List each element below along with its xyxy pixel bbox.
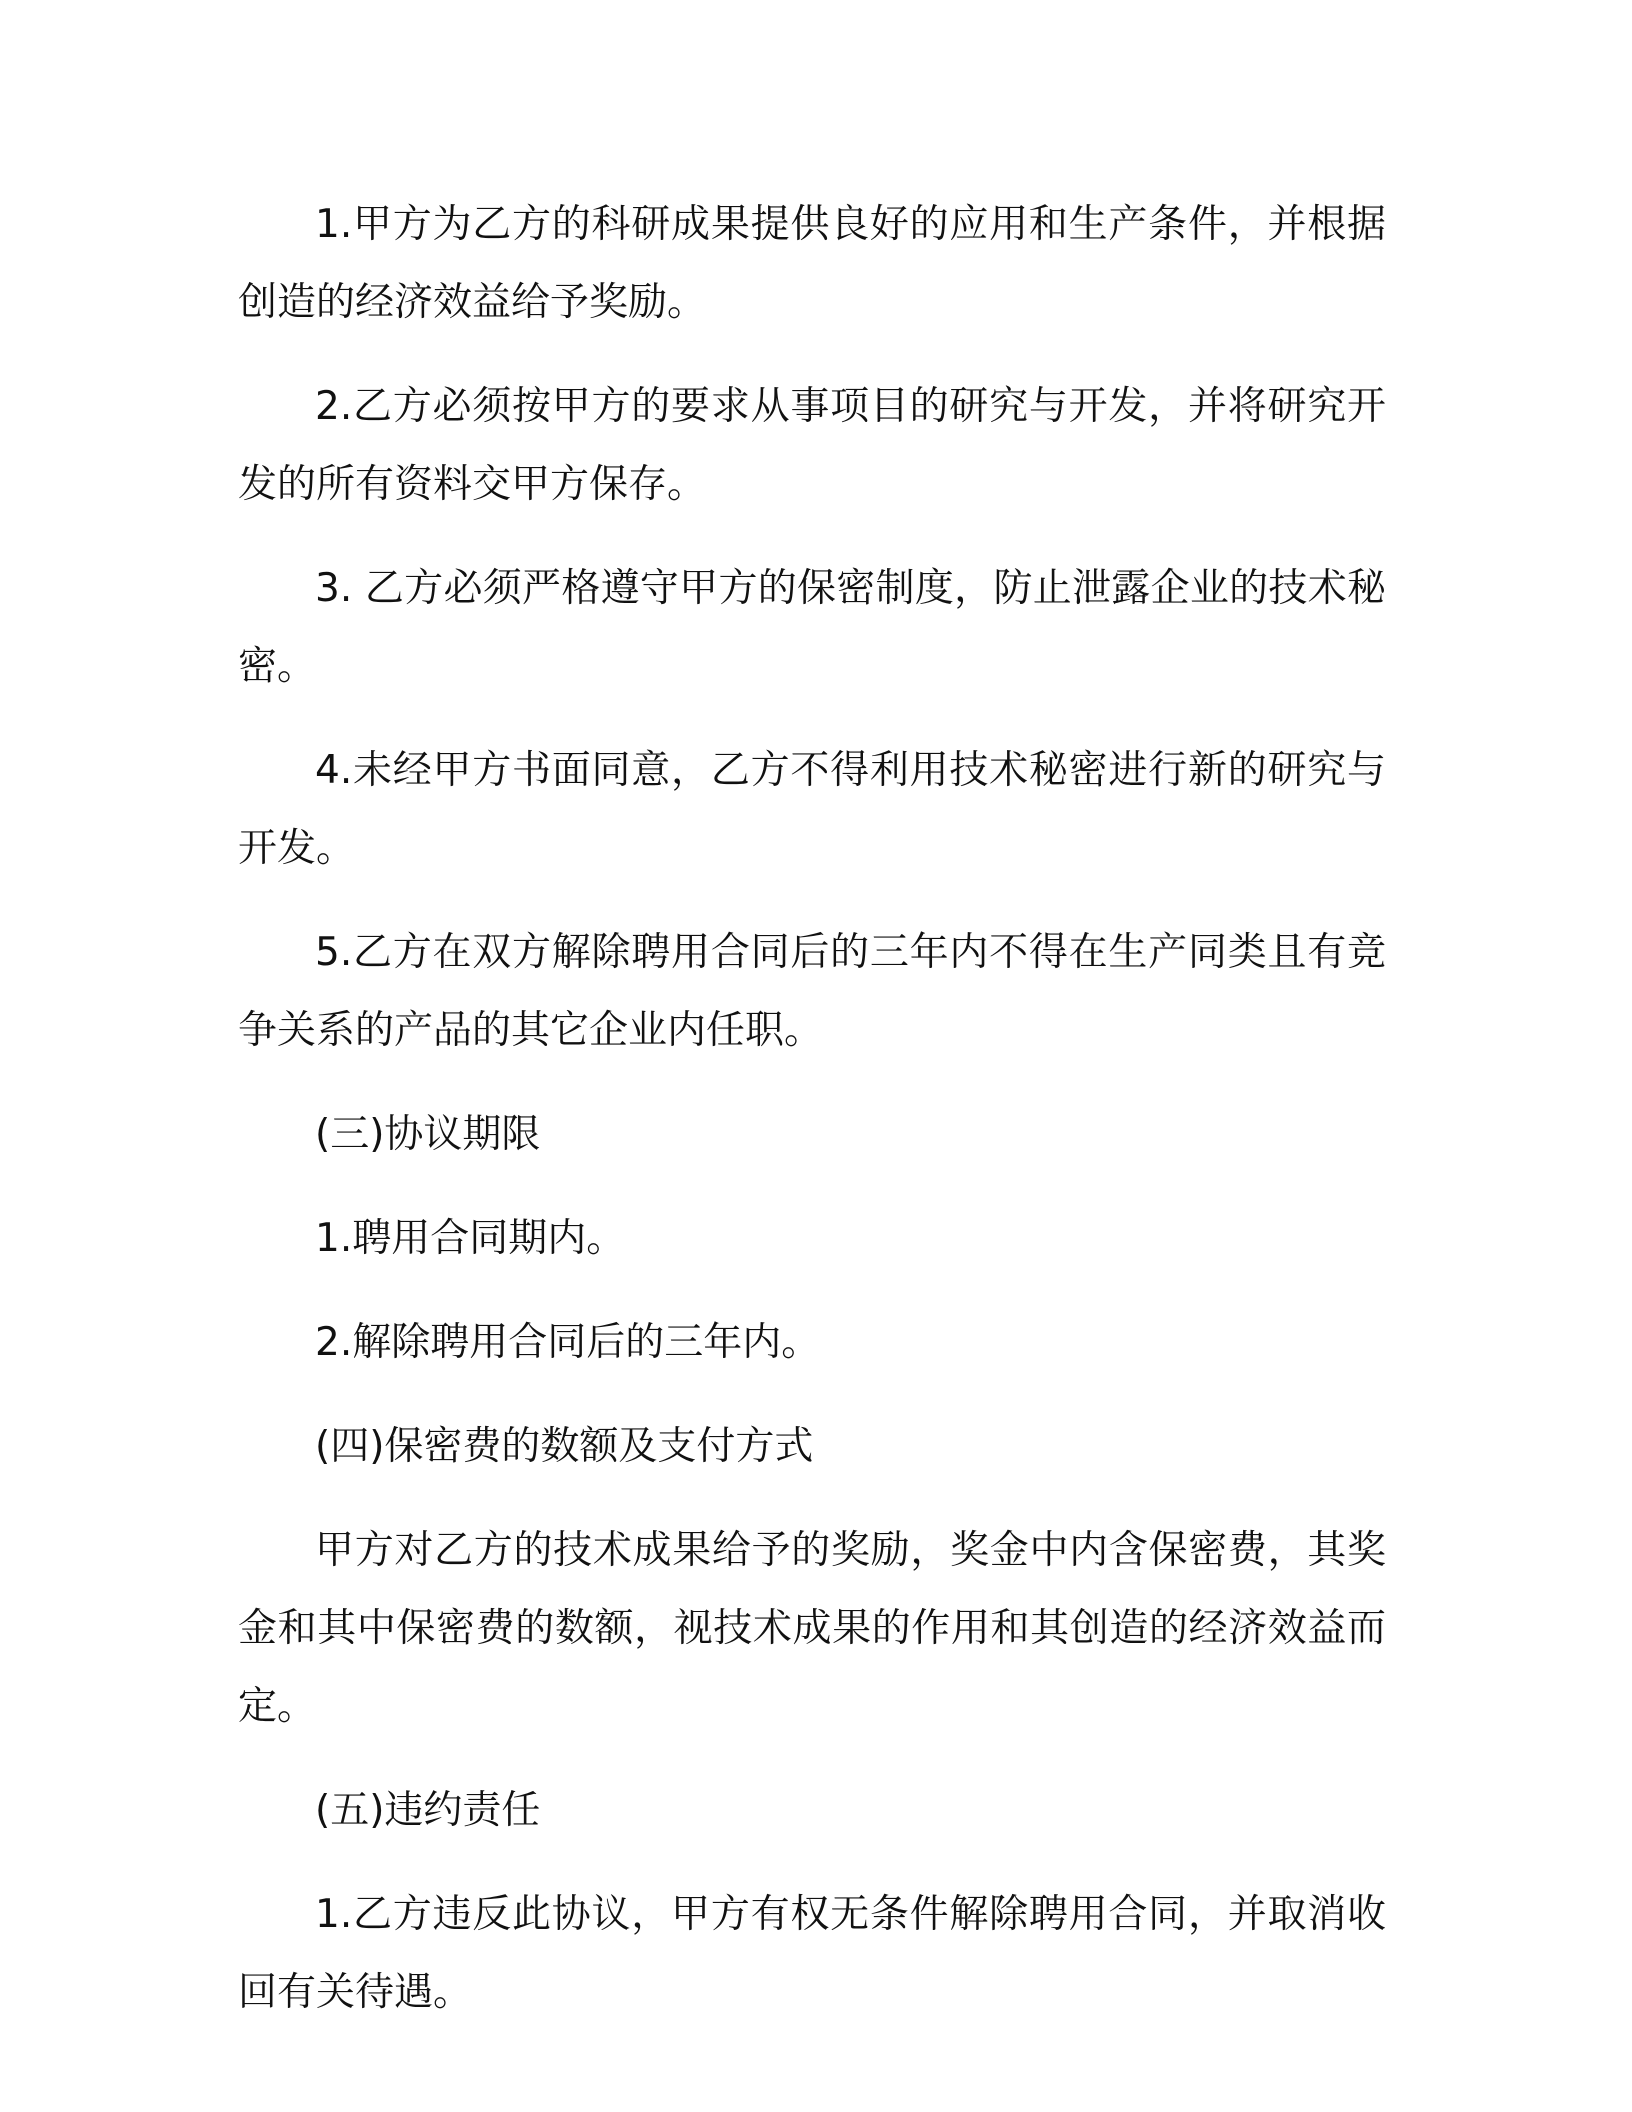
section-heading-term: (三)协议期限 [315, 1112, 541, 1157]
clause-5: 5.乙方在双方解除聘用合同后的三年内不得在生产同类且有竞争关系的产品的其它企业内任职。 [238, 930, 1386, 1053]
term-item-1: 1.聘用合同期内。 [315, 1216, 626, 1261]
section-heading-liability: (五)违约责任 [315, 1788, 541, 1833]
term-item-2: 2.解除聘用合同后的三年内。 [315, 1320, 821, 1365]
clause-1: 1.甲方为乙方的科研成果提供良好的应用和生产条件，并根据创造的经济效益给予奖励。 [238, 202, 1386, 325]
clause-4: 4.未经甲方书面同意，乙方不得利用技术秘密进行新的研究与开发。 [238, 748, 1386, 871]
liability-item-1: 1.乙方违反此协议，甲方有权无条件解除聘用合同，并取消收回有关待遇。 [238, 1892, 1386, 2015]
section-heading-fee: (四)保密费的数额及支付方式 [315, 1424, 814, 1469]
clause-3: 3. 乙方必须严格遵守甲方的保密制度，防止泄露企业的技术秘密。 [238, 566, 1386, 689]
clause-2: 2.乙方必须按甲方的要求从事项目的研究与开发，并将研究开发的所有资料交甲方保存。 [238, 384, 1386, 507]
document-body [238, 186, 1386, 2058]
fee-paragraph: 甲方对乙方的技术成果给予的奖励，奖金中内含保密费，其奖金和其中保密费的数额，视技术成果的作用和其创造的经济效益而定。 [238, 1528, 1386, 1729]
